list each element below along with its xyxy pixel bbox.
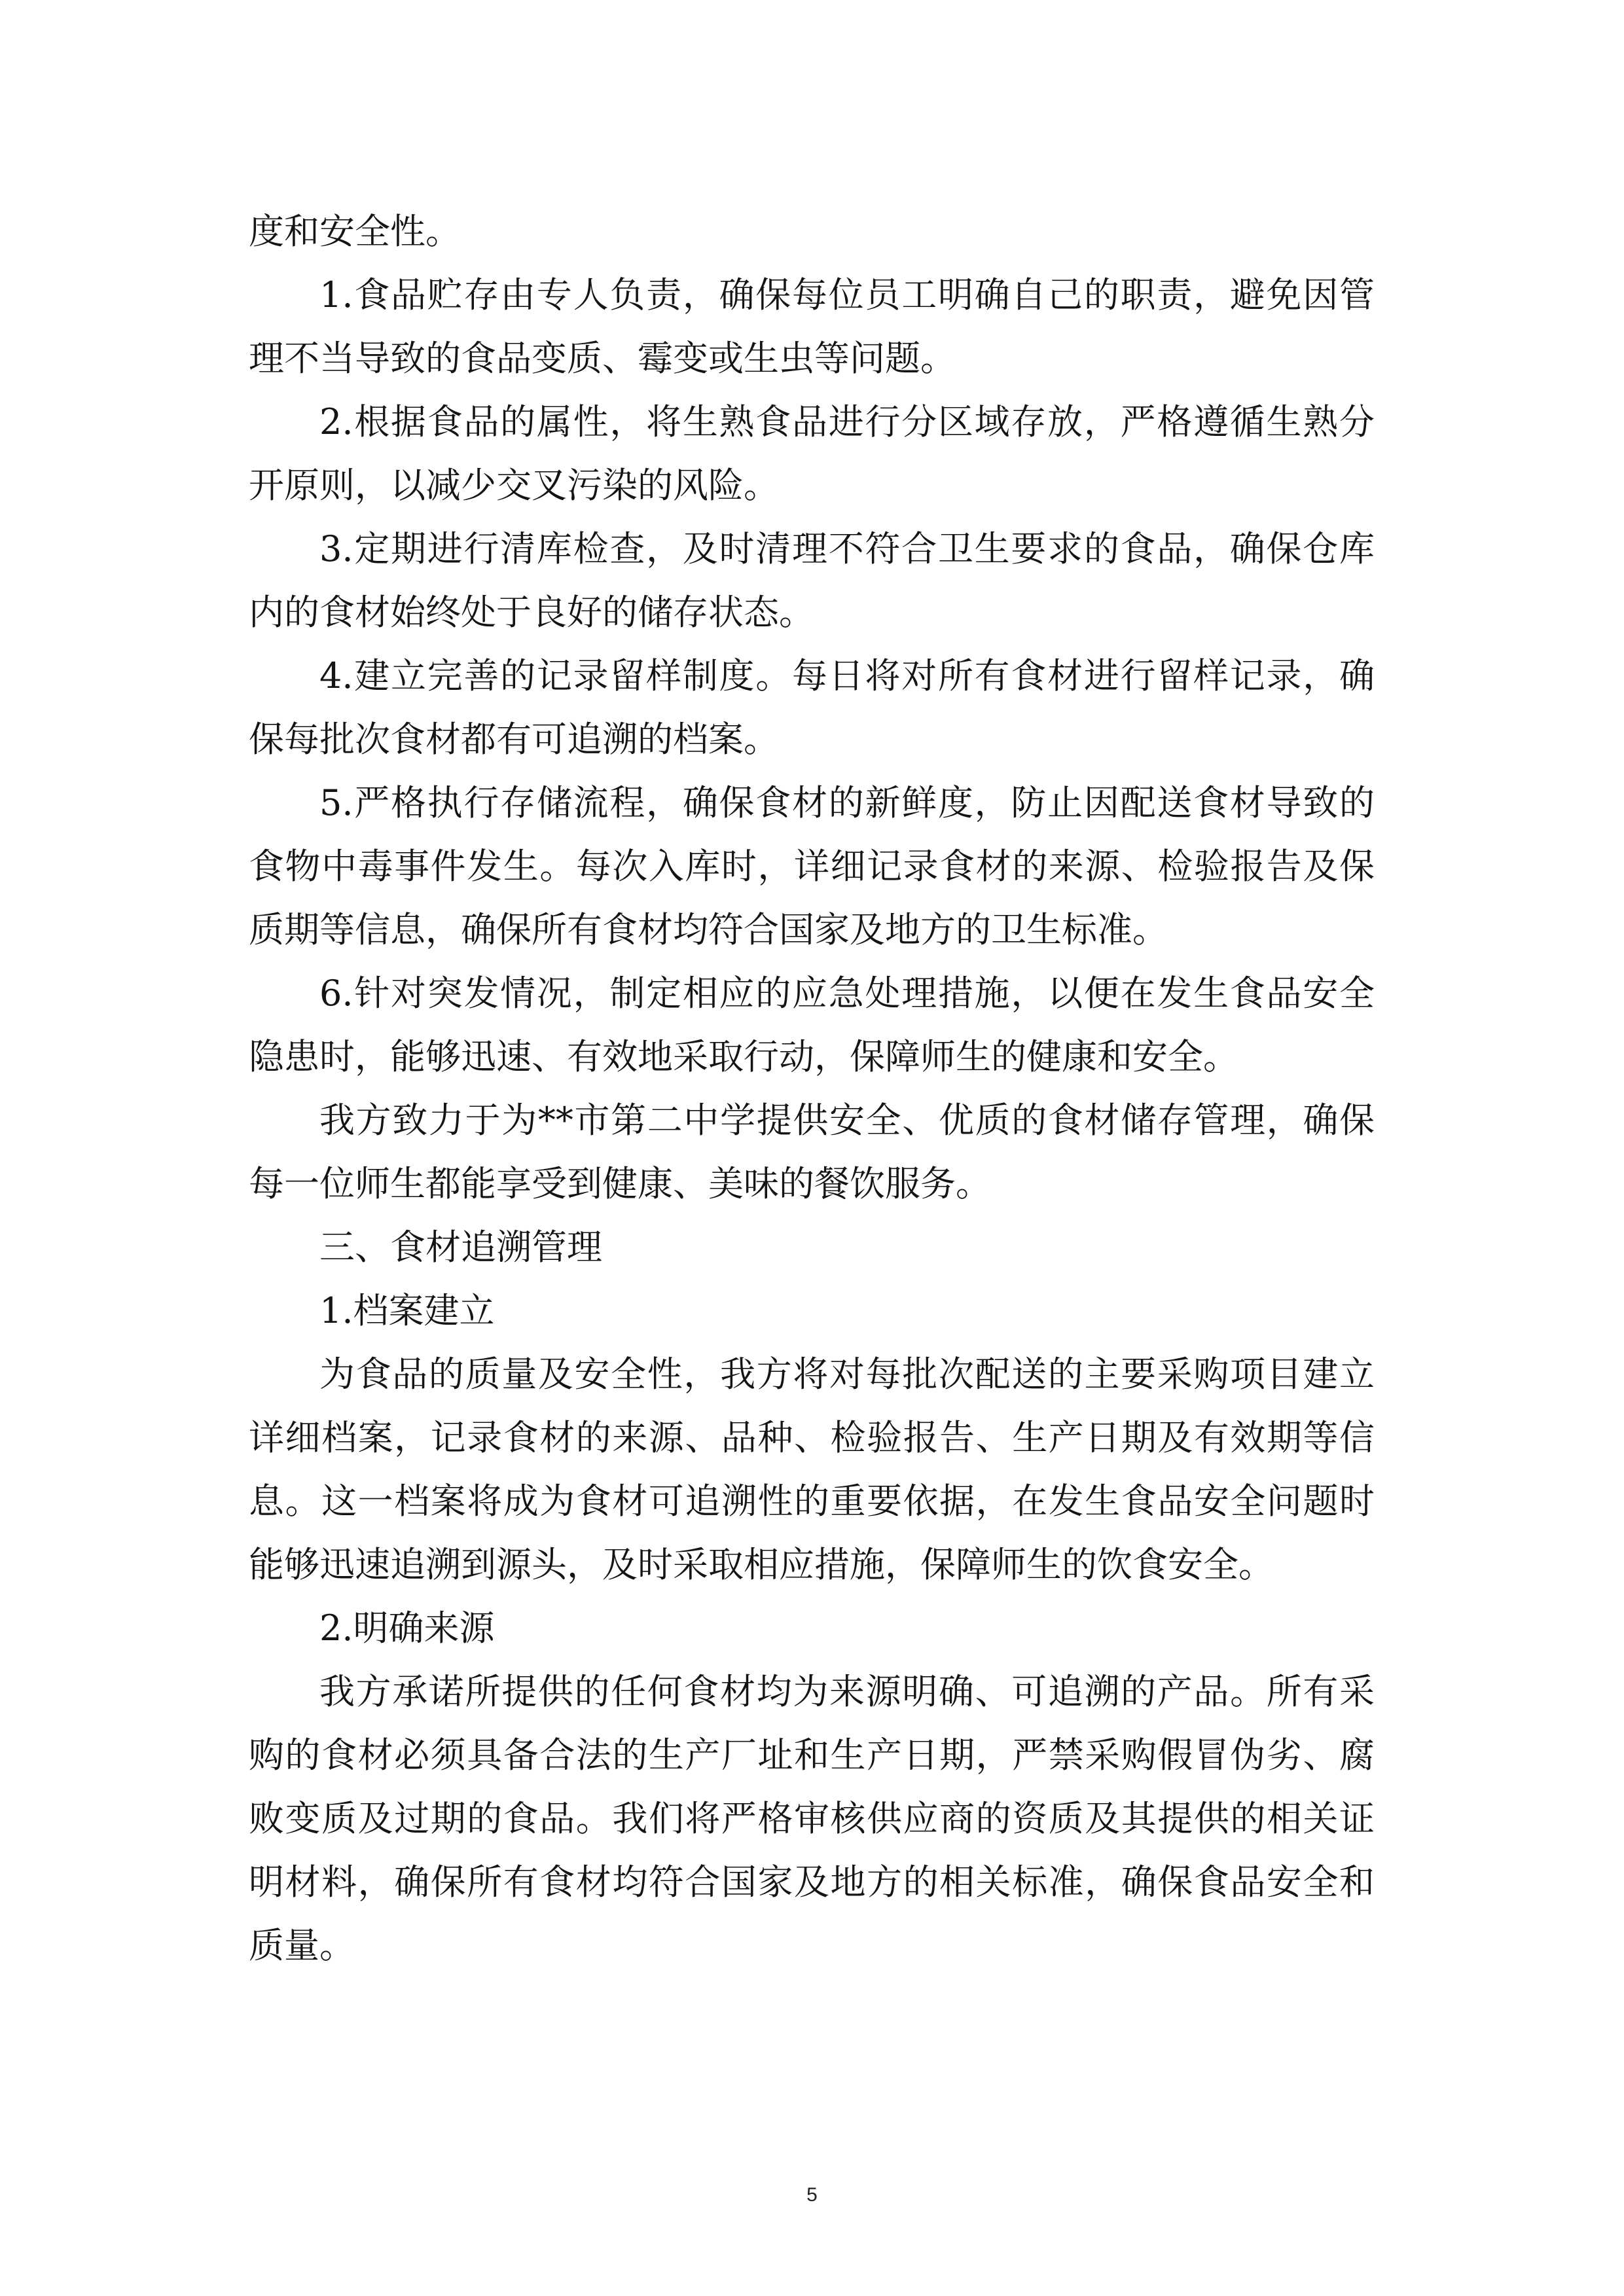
paragraph-source-details: 我方承诺所提供的任何食材均为来源明确、可追溯的产品。所有采购的食材必须具备合法的生产厂址和生产日期，严禁采购假冒伪劣、腐败变质及过期的食品。我们将严格审核供应商的资质及其提供的相关证明材料，确保所有食材均符合国家及地方的相关标准，确保食品安全和质量。 [249, 1671, 1375, 1966]
paragraph-item-3: 3.定期进行清库检查，及时清理不符合卫生要求的食品，确保仓库内的食材始终处于良好的储存状态。 [249, 528, 1375, 633]
paragraph-commitment: 我方致力于为**市第二中学提供安全、优质的食材储存管理，确保每一位师生都能享受到健康、美味的餐饮服务。 [249, 1100, 1375, 1204]
paragraph-item-6: 6.针对突发情况，制定相应的应急处理措施，以便在发生食品安全隐患时，能够迅速、有效地采取行动，保障师生的健康和安全。 [249, 973, 1375, 1077]
paragraph-item-2: 2.根据食品的属性，将生熟食品进行分区域存放，严格遵循生熟分开原则，以减少交叉污染的风险。 [249, 401, 1375, 506]
paragraph-item-5: 5.严格执行存储流程，确保食材的新鲜度，防止因配送食材导致的食物中毒事件发生。每次入库时，详细记录食材的来源、检验报告及保质期等信息，确保所有食材均符合国家及地方的卫生标准。 [249, 782, 1375, 950]
paragraph-item-1: 1.食品贮存由专人负责，确保每位员工明确自己的职责，避免因管理不当导致的食品变质、霉变或生虫等问题。 [249, 274, 1375, 379]
subheading-archive-establishment: 1.档案建立 [319, 1290, 495, 1331]
paragraph-continuation: 度和安全性。 [249, 211, 461, 252]
section-heading-traceability: 三、食材追溯管理 [319, 1227, 602, 1268]
document-body [249, 200, 1375, 1977]
paragraph-item-4: 4.建立完善的记录留样制度。每日将对所有食材进行留样记录，确保每批次食材都有可追溯的档案。 [249, 655, 1375, 760]
paragraph-archive-details: 为食品的质量及安全性，我方将对每批次配送的主要采购项目建立详细档案，记录食材的来源、品种、检验报告、生产日期及有效期等信息。这一档案将成为食材可追溯性的重要依据，在发生食品安全问题时能够迅速追溯到源头，及时采取相应措施，保障师生的饮食安全。 [249, 1354, 1375, 1585]
subheading-clear-source: 2.明确来源 [319, 1607, 495, 1649]
page-number: 5 [806, 2184, 818, 2206]
